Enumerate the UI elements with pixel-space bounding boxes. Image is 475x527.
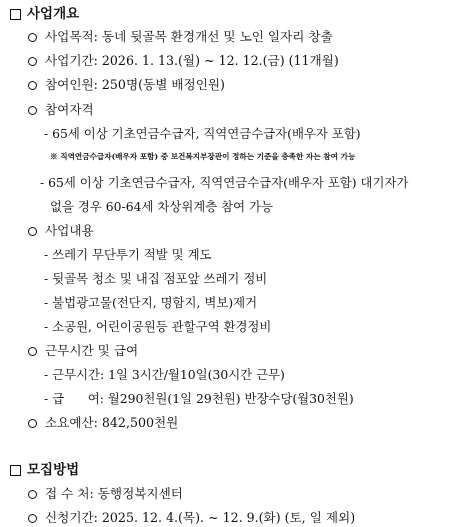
item-eligibility: 참여자격 bbox=[28, 104, 94, 117]
eligibility-line-2-cont: 없을 경우 60-64세 차상위계층 참여 가능 bbox=[50, 199, 273, 214]
circle-bullet-icon bbox=[28, 33, 37, 42]
item-hours-pay: 근무시간 및 급여 bbox=[28, 345, 138, 358]
circle-bullet-icon bbox=[28, 490, 37, 499]
eligibility-line-1: - 65세 이상 기초연금수급자, 직역연금수급자(배우자 포함) bbox=[44, 126, 361, 141]
content-line-4: - 소공원, 어린이공원등 관할구역 환경정비 bbox=[44, 319, 272, 334]
hours-line: - 근무시간: 1일 3시간/월10일(30시간 근무) bbox=[44, 367, 285, 382]
content-line-1: - 쓰레기 무단투기 적발 및 계도 bbox=[44, 247, 212, 262]
section-title: 사업개요 bbox=[27, 6, 80, 22]
circle-bullet-icon bbox=[28, 347, 37, 356]
content-line-3: - 불법광고물(전단지, 명함지, 벽보)제거 bbox=[44, 295, 258, 310]
item-budget: 소요예산: 842,500천원 bbox=[28, 417, 178, 430]
circle-bullet-icon bbox=[28, 419, 37, 428]
item-reception: 접 수 처: 동행정복지센터 bbox=[28, 488, 183, 501]
section-heading-recruitment bbox=[10, 464, 79, 478]
circle-bullet-icon bbox=[28, 514, 37, 523]
item-participants: 참여인원: 250명(동별 배정인원) bbox=[28, 79, 225, 92]
checkbox-square-icon bbox=[10, 9, 21, 20]
circle-bullet-icon bbox=[28, 81, 37, 90]
pay-line: - 급 여: 월290천원(1일 29천원) 반장수당(월30천원) bbox=[44, 391, 354, 406]
item-purpose: 사업목적: 동네 뒷골목 환경개선 및 노인 일자리 창출 bbox=[28, 31, 333, 44]
circle-bullet-icon bbox=[28, 227, 37, 236]
item-application-period: 신청기간: 2025. 12. 4.(목). ~ 12. 9.(화) (토, 일 제외) bbox=[28, 512, 355, 525]
eligibility-line-2: - 65세 이상 기초연금수급자, 직역연금수급자(배우자 포함) 대기자가 bbox=[40, 175, 409, 190]
content-line-2: - 뒷골목 청소 및 내집 점포앞 쓰레기 정비 bbox=[44, 271, 268, 286]
eligibility-note: ※ 직역연금수급자(배우자 포함) 중 보건복지부장관이 정하는 기준을 충족한 자는 참여 가능 bbox=[50, 152, 356, 161]
circle-bullet-icon bbox=[28, 57, 37, 66]
circle-bullet-icon bbox=[28, 106, 37, 115]
section-title: 모집방법 bbox=[27, 462, 80, 478]
checkbox-square-icon bbox=[10, 465, 21, 476]
item-period: 사업기간: 2026. 1. 13.(월) ~ 12. 12.(금) (11개월) bbox=[28, 55, 339, 68]
section-heading-overview bbox=[10, 8, 79, 22]
item-content: 사업내용 bbox=[28, 225, 94, 238]
